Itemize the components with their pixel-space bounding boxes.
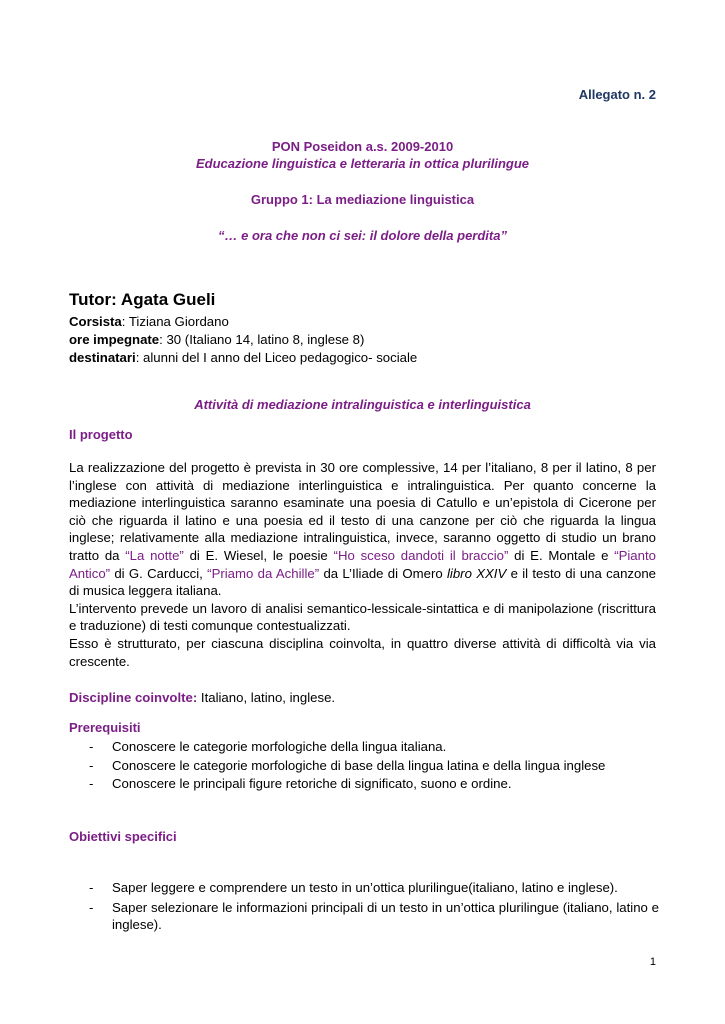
progetto-heading: Il progetto [69,427,133,442]
obiettivo-text: Saper leggere e comprendere un testo in un’ottica plurilingue(italiano, latino e inglese). [112,880,618,895]
destinatari-label: destinatari [69,350,136,365]
p1-text-e: da L’Iliade di Omero [319,565,447,581]
corsista-value: : Tiziana Giordano [121,314,229,329]
bullet-dash: - [89,739,94,754]
progetto-paragraph-2: L’intervento prevede un lavoro di analisi semantico-lessicale-sintattica e di manipolazione (riscrittura e traduzione) di testi comunque contestualizzati. [69,600,656,634]
title-la-notte: “La notte” [125,547,184,563]
list-item [69,879,659,897]
ore-line [69,331,417,349]
info-block [69,313,417,367]
libro-xxiv: libro XXIV [446,565,507,581]
pon-line: PON Poseidon a.s. 2009-2010 [271,139,454,154]
prerequisiti-list [69,738,659,794]
discipline-value: Italiano, latino, inglese. [197,690,336,705]
group-title: Gruppo 1: La mediazione linguistica [250,192,475,207]
discipline-label: Discipline coinvolte: [69,690,198,705]
p1-text-f: e il testo di una canzone di musica leggera italiana. [69,565,657,599]
progetto-paragraph-3: Esso è strutturato, per ciascuna disciplina coinvolta, in quattro diverse attività di difficoltà via via crescente. [69,635,656,669]
prerequisito-text: Conoscere le categorie morfologiche della lingua italiana. [112,739,447,754]
list-item [69,899,659,934]
subtitle: Educazione linguistica e letteraria in ottica plurilingue [195,156,529,171]
p1-text-b: di E. Wiesel, le poesie [183,547,334,563]
list-item [69,738,659,757]
list-item [69,775,659,794]
bullet-dash: - [89,757,94,773]
prerequisito-text: Conoscere le categorie morfologiche di base della lingua latina e della lingua inglese [112,757,606,773]
ore-value: : 30 (Italiano 14, latino 8, inglese 8) [159,332,365,347]
activity-title: Attività di mediazione intralinguistica e interlinguistica [194,397,531,412]
tutor-title: Tutor: Agata Gueli [69,290,216,309]
prerequisito-text: Conoscere le principali figure retoriche di significato, suono e ordine. [112,776,512,791]
ore-label: ore impegnate [69,332,160,347]
destinatari-value: : alunni del I anno del Liceo pedagogico- sociale [135,350,418,365]
bullet-dash: - [89,776,94,791]
obiettivi-list [69,879,659,934]
progetto-paragraph-1 [69,459,656,600]
allegato-label: Allegato n. 2 [578,87,656,102]
title-pianto-antico: “Pianto Antico” [69,547,656,581]
p1-text-c: di E. Montale e [508,547,615,563]
p1-text-a: La realizzazione del progetto è prevista in 30 ore complessive, 14 per l’italiano, 8 per il latino, 8 per l’inglese con attività di mediazione interlinguistica e intralinguistica. Per quanto concerne la mediazione interlinguistica saranno esaminate una poesia di Catullo e un’epistola di Cicerone per ciò che riguarda il latino e una poesia ed il testo di una canzone per ciò che riguarda la lingua inglese; relativamente alla mediazione intralinguistica, invece, saranno oggetto di studio un brano tratto da [69,460,656,563]
quote-title: “… e ora che non ci sei: il dolore della perdita” [218,228,507,243]
obiettivi-heading: Obiettivi specifici [69,829,177,844]
title-ho-sceso: “Ho sceso dandoti il braccio” [333,547,509,563]
corsista-line [69,313,417,331]
bullet-dash: - [89,899,94,915]
obiettivo-text: Saper selezionare le informazioni principali di un testo in un’ottica plurilingue (italiano, latino e inglese). [112,899,659,933]
discipline-line [69,690,335,705]
destinatari-line [69,349,417,367]
list-item [69,757,659,776]
page-number: 1 [649,956,656,968]
p1-text-d: di G. Carducci, [110,565,208,581]
progetto-body [69,459,656,670]
title-priamo: “Priamo da Achille” [207,565,320,581]
bullet-dash: - [89,880,94,895]
corsista-label: Corsista [69,314,122,329]
prerequisiti-heading: Prerequisiti [69,720,141,735]
